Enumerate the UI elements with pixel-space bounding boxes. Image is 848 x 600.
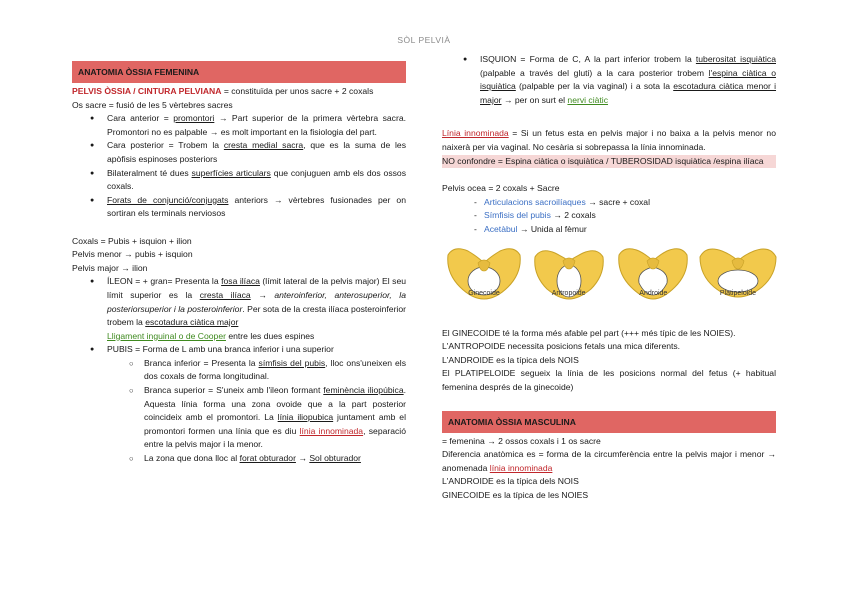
list-item: [107, 167, 406, 194]
pelvis-types-image: [444, 243, 778, 305]
pelvis-ginecoide-image: [444, 243, 524, 305]
term: escotadura ciàtica major: [145, 317, 239, 328]
pelvis-label: Platipeloide: [719, 289, 757, 297]
term: Sol obturador: [309, 453, 361, 464]
pelvis-platipeloide-image: [698, 243, 778, 305]
list-item: [484, 209, 776, 223]
term: cresta ilíaca: [199, 289, 251, 300]
list-item-isquion: [480, 53, 776, 107]
text: (palpable a través del gluti) a la cara posterior trobem: [480, 67, 709, 78]
list-item-ileon: [107, 275, 406, 343]
pelvis-minor-line: Pelvis menor → pubis + isquion: [72, 249, 193, 260]
text: → Unida al fèmur: [517, 223, 587, 234]
sublist-item: [144, 357, 406, 384]
pelvis-ocea-line: Pelvis ocea = 2 coxals + Sacre: [442, 183, 560, 194]
term: l'espina ciàtica o isquiàtica: [480, 67, 776, 92]
text: →: [295, 453, 310, 464]
section-header-male: ANATOMIA ÒSSIA MASCULINA: [442, 411, 776, 433]
text: Bilateralment té dues: [107, 167, 192, 178]
coxal-line: Coxals = Pubis + isquion + ilion: [72, 235, 192, 246]
text: PUBIS = Forma de L amb una branca inferior i una superior: [107, 344, 334, 355]
text: → sacre + coxal: [585, 196, 650, 207]
section-header-female: ANATOMIA ÒSSIA FEMENINA: [72, 61, 406, 83]
text: . Aquesta línia forma una zona ovoide que a la part posterior coincideix amb el promontori. La: [144, 385, 407, 423]
list-item: [107, 139, 406, 166]
text: entre les dues espines: [225, 330, 315, 341]
term: superfícies articulars: [191, 167, 271, 178]
term: fosa ilíaca: [221, 276, 260, 287]
term-blue: Acetàbul: [484, 223, 518, 234]
sublist-item: [144, 384, 406, 452]
text: juntament amb el promontori formen una línia que es diu: [144, 412, 406, 436]
right-column: [442, 53, 776, 502]
text: → per on surt el: [501, 94, 568, 105]
coxal-list: [72, 275, 406, 465]
text: Cara posterior = Trobem la: [107, 140, 224, 151]
list-item: [107, 194, 406, 221]
term: símfisis del pubis: [258, 357, 326, 368]
male-line-4: GINECOIDE es la típica de les NOIES: [442, 489, 589, 500]
pelvis-major-line: Pelvis major → ilion: [72, 262, 148, 273]
pelvis-label: Antropoide: [551, 289, 586, 297]
text: anteriors → vèrtebres fusionades per on sortiran els terminals nerviosos: [107, 194, 406, 219]
term: escotadura ciàtica menor i major: [480, 81, 777, 105]
pelvis-term: PELVIS ÒSSIA / CINTURA PELVIANA: [72, 86, 222, 96]
text: La zona que dona lloc al: [144, 453, 240, 464]
term-green: nervi ciàtic: [567, 94, 609, 105]
term-blue: Símfisis del pubis: [484, 210, 551, 221]
male-line-2: [442, 448, 776, 475]
text: Branca inferior = Presenta la: [144, 357, 259, 368]
term: promontori: [173, 113, 215, 124]
term: feminència iliopúbica: [323, 385, 404, 396]
term-red: línia innominada: [489, 462, 553, 473]
pelvis-antropoide-image: [529, 243, 609, 305]
term: Forats de conjunció/conjugats: [107, 194, 229, 205]
pelvis-androide-image: [613, 243, 693, 305]
text: → 2 coxals: [550, 210, 596, 221]
term: cresta medial sacra: [223, 140, 304, 151]
ginecoide-note: El GINECOIDE té la forma més afable pel part (+++ més típic de les NOIES).: [442, 327, 736, 338]
pelvis-definition-text: = constituïda per unos sacre + 2 coxals: [221, 86, 374, 96]
term-blue: Articulacions sacroilíaques: [484, 196, 586, 207]
warning-note: NO confondre = Espina ciàtica o isquiàtica / TUBEROSIDAD isquiàtica /espina ilíaca: [442, 155, 776, 169]
text: , lloc ons'uneixen els dos coxals de forma longitudinal.: [144, 357, 406, 382]
pelvis-label: Androide: [639, 289, 668, 297]
term-red: línia innominada: [299, 425, 364, 436]
text: = Si un fetus esta en pelvis major i no baixa a la pelvis menor no naixerà per via vaginal. No cesària si sobrepassa la línia innominada.: [442, 128, 776, 152]
text: Cara anterior =: [107, 113, 174, 124]
text: (palpable per la via vaginal) i a sota la: [515, 81, 674, 92]
pelvis-definition: [72, 85, 406, 99]
left-column: [72, 61, 406, 466]
text: que conjuguen amb els dos ossos coxals.: [107, 167, 406, 192]
term: tuberositat isquiàtica: [695, 54, 776, 64]
sublist-item: [144, 452, 406, 466]
text: Branca superior = S'uneix amb l'ileon formant: [144, 385, 324, 396]
list-item-pubis: [107, 343, 406, 465]
innominada-note: [442, 127, 776, 154]
term: línia iliopubica: [277, 412, 334, 423]
male-line-1: = femenina → 2 ossos coxals i 1 os sacre: [442, 435, 601, 446]
text: → Part superior de la primera vèrtebra sacra. Promontori no es palpable → es molt important en la fisiologia del part.: [107, 113, 406, 137]
text: ÍLEON = + gran= Presenta la: [107, 276, 222, 287]
page-title: SÒL PELVIÀ: [397, 35, 451, 45]
platipeloide-note: El PLATIPELOIDE segueix la línia de les posicions normal del fetus (+ habitual femenina després de la ginecoide): [442, 368, 776, 392]
pubis-sublist: [107, 357, 406, 466]
term-red: Línia innominada: [442, 128, 509, 139]
text: . Per sota de la cresta ilíaca posteroinferior trobem la: [107, 303, 406, 328]
pelvis-label: Ginecoide: [468, 289, 500, 297]
list-item: [107, 112, 406, 139]
sacrum-list: [72, 112, 406, 221]
androide-note: L'ANDROIDE es la típica dels NOIS: [442, 354, 579, 365]
text: → anteroinferior, anterosuperior, la posteriorsuperior i la posteroinferior: [107, 289, 406, 314]
text: Diferencia anatòmica es = forma de la circumferència entre la pelvis major i menor → anomenada: [442, 449, 776, 473]
male-line-3: L'ANDROIDE es la típica dels NOIS: [442, 476, 579, 487]
text: ISQUION = Forma de C, A la part inferior trobem la: [480, 54, 696, 64]
sacrum-definition: Os sacre = fusió de les 5 vèrtebres sacres: [72, 99, 233, 110]
list-item: [484, 196, 776, 210]
joints-list: [442, 196, 776, 237]
antropoide-note: L'ANTROPOIDE necessita posicions fetals una mica diferents.: [442, 341, 681, 352]
text: , separació entre la pelvis major i la menor.: [144, 425, 407, 450]
text: , que es la suma de les apòfisis espinoses posteriors: [107, 140, 407, 164]
term-green: Lligament inguinal o de Cooper: [107, 330, 226, 341]
list-item: [484, 223, 776, 237]
term: forat obturador: [239, 453, 296, 464]
isquion-list: [442, 53, 776, 107]
text: (límit lateral de la pelvis major) El seu límit superior es la: [107, 276, 406, 300]
